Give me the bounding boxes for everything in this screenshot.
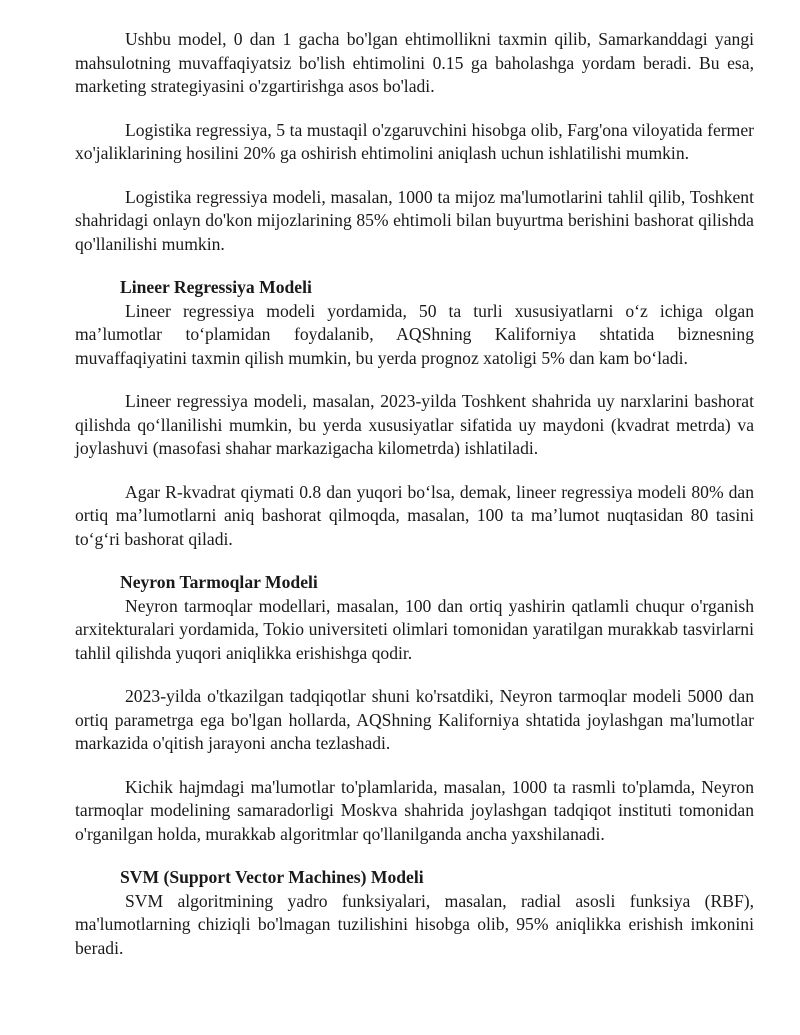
neyron-paragraph-3: Kichik hajmdagi ma'lumotlar to'plamlarida, masalan, 1000 ta rasmli to'plamda, Neyron tarmoqlar modelining samaradorligi Moskva shahrida joylashgan tadqiqot instituti tomonidan o'rganilgan holda, murakkab algoritmlar qo'llanilganda ancha yaxshilanadi. (75, 776, 754, 844)
intro-paragraph-2: Logistika regressiya, 5 ta mustaqil o'zgaruvchini hisobga olib, Farg'ona viloyatida fermer xo'jaliklarining hosilini 20% ga oshirish ehtimolini aniqlash uchun ishlatilishi mumkin. (75, 119, 754, 163)
lineer-paragraph-1: Lineer regressiya modeli yordamida, 50 ta turli xususiyatlarni o‘z ichiga olgan ma’lumotlar to‘plamidan foydalanib, AQShning Kaliforniya shtatida biznesning muvaffaqiyatini taxmin qilish mumkin, bu yerda prognoz xatoligi 5% dan kam bo‘ladi. (75, 300, 754, 368)
section-heading-svm: SVM (Support Vector Machines) Modeli (120, 867, 424, 887)
svm-paragraph-1: SVM algoritmining yadro funksiyalari, masalan, radial asosli funksiya (RBF), ma'lumotlarning chiziqli bo'lmagan tuzilishini hisobga olib, 95% aniqlikka erishish imkonini beradi. (75, 890, 754, 958)
lineer-paragraph-2: Lineer regressiya modeli, masalan, 2023-yilda Toshkent shahrida uy narxlarini bashorat qilishda qo‘llanilishi mumkin, bu yerda xususiyatlar sifatida uy maydoni (kvadrat metrda) va joylashuvi (masofasi shahar markazigacha kilometrda) ishlatiladi. (75, 391, 754, 458)
intro-paragraph-3: Logistika regressiya modeli, masalan, 1000 ta mijoz ma'lumotlarini tahlil qilib, Toshkent shahridagi onlayn do'kon mijozlarining 85% ehtimoli bilan buyurtma berishini bashorat qilishda qo'llanilishi mumkin. (75, 186, 754, 254)
intro-paragraph-1: Ushbu model, 0 dan 1 gacha bo'lgan ehtimollikni taxmin qilib, Samarkanddagi yangi mahsulotning muvaffaqiyatsiz bo'lish ehtimolini 0.15 ga baholashga yordam beradi. Bu esa, marketing strategiyasini o'zgartirishga asos bo'ladi. (75, 29, 754, 96)
section-heading-lineer: Lineer Regressiya Modeli (120, 277, 312, 297)
lineer-paragraph-3: Agar R-kvadrat qiymati 0.8 dan yuqori bo‘lsa, demak, lineer regressiya modeli 80% dan ortiq ma’lumotlarni aniq bashorat qilmoqda, masalan, 100 ta ma’lumot nuqtasidan 80 tasini to‘g‘ri bashorat qiladi. (75, 481, 754, 549)
neyron-paragraph-2: 2023-yilda o'tkazilgan tadqiqotlar shuni ko'rsatdiki, Neyron tarmoqlar modeli 5000 dan ortiq parametrga ega bo'lgan hollarda, AQShning Kaliforniya shtatida joylashgan ma'lumotlar markazida o'qitish jarayoni ancha tezlashadi. (75, 686, 754, 753)
neyron-paragraph-1: Neyron tarmoqlar modellari, masalan, 100 dan ortiq yashirin qatlamli chuqur o'rganish arxitekturalari yordamida, Tokio universiteti olimlari tomonidan yaratilgan murakkab tasvirlarni tahlil qilishda yuqori aniqlikka erishishga qodir. (75, 595, 754, 663)
section-heading-neyron: Neyron Tarmoqlar Modeli (120, 572, 318, 592)
